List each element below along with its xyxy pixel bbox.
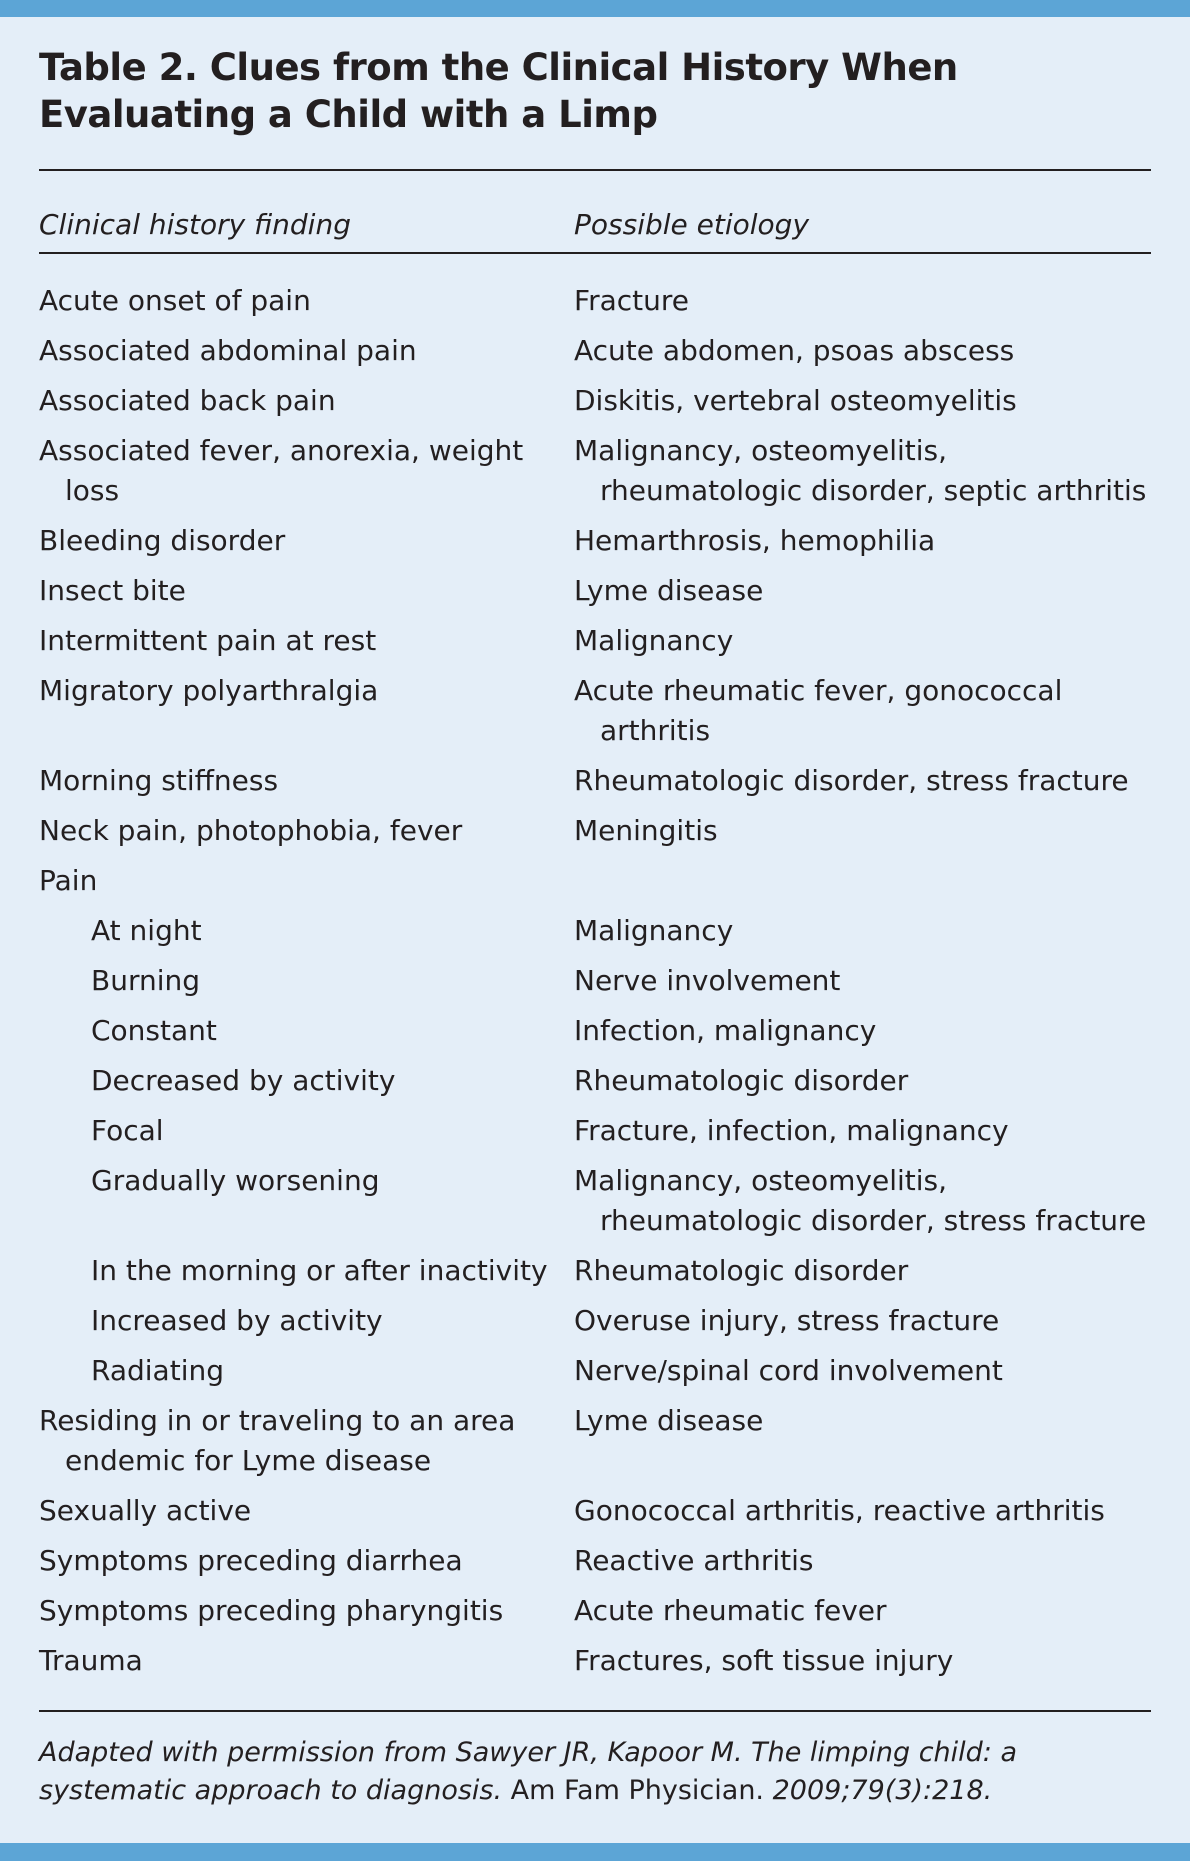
- etiology-cell: Hemarthrosis, hemophilia: [574, 524, 936, 557]
- finding-cell: Pain: [39, 864, 98, 897]
- table-row: [39, 1301, 1151, 1351]
- table-row: [39, 1111, 1151, 1161]
- etiology-cell: Rheumatologic disorder: [574, 1254, 909, 1287]
- finding-cell: Bleeding disorder: [39, 524, 286, 557]
- etiology-cell: Fracture, infection, malignancy: [574, 1114, 1009, 1147]
- footnote-journal: Am Fam Physician.: [510, 1775, 765, 1806]
- column-header-finding: Clinical history finding: [39, 208, 351, 241]
- etiology-cell: Fractures, soft tissue injury: [574, 1644, 954, 1677]
- table-row: [39, 1011, 1151, 1061]
- table-row: [39, 621, 1151, 671]
- etiology-cell: Overuse injury, stress fracture: [574, 1304, 1000, 1337]
- table-row: [39, 1491, 1151, 1541]
- etiology-cell: Acute rheumatic fever, gonococcal arthritis: [574, 674, 1063, 747]
- finding-cell: Associated fever, anorexia, weight loss: [39, 434, 524, 507]
- bottom-rule: [39, 1710, 1151, 1712]
- etiology-cell: Malignancy: [574, 624, 734, 657]
- etiology-cell: [574, 861, 1151, 901]
- finding-cell: Increased by activity: [91, 1304, 383, 1337]
- finding-cell: Burning: [91, 964, 201, 997]
- finding-cell: At night: [91, 914, 202, 947]
- table-row: [39, 1351, 1151, 1401]
- finding-cell: Gradually worsening: [91, 1164, 380, 1197]
- finding-cell: Sexually active: [39, 1494, 252, 1527]
- etiology-cell: Lyme disease: [574, 574, 764, 607]
- bottom-accent-bar: [0, 1843, 1190, 1861]
- etiology-cell: Reactive arthritis: [574, 1544, 814, 1577]
- table-row: [39, 1541, 1151, 1591]
- finding-cell: Constant: [91, 1014, 217, 1047]
- etiology-cell: Nerve/spinal cord involvement: [574, 1354, 1003, 1387]
- table-row: [39, 281, 1151, 331]
- finding-cell: Symptoms preceding pharyngitis: [39, 1594, 504, 1627]
- etiology-cell: Rheumatologic disorder, stress fracture: [574, 764, 1129, 797]
- finding-cell: Insect bite: [39, 574, 186, 607]
- etiology-cell: Nerve involvement: [574, 964, 841, 997]
- table-row: [39, 431, 1151, 521]
- etiology-cell: Meningitis: [574, 814, 718, 847]
- table-body: [39, 281, 1151, 1691]
- etiology-cell: Rheumatologic disorder: [574, 1064, 909, 1097]
- table-row: [39, 521, 1151, 571]
- table-row: [39, 761, 1151, 811]
- table-row: [39, 381, 1151, 431]
- etiology-cell: Infection, malignancy: [574, 1014, 877, 1047]
- table-row: [39, 1061, 1151, 1111]
- finding-cell: Associated abdominal pain: [39, 334, 417, 367]
- top-accent-bar: [0, 0, 1190, 17]
- etiology-cell: Malignancy, osteomyelitis, rheumatologic disorder, stress fracture: [574, 1164, 1147, 1237]
- table-row: [39, 911, 1151, 961]
- table-row: [39, 961, 1151, 1011]
- table-row: [39, 671, 1151, 761]
- title-rule: [39, 169, 1151, 171]
- finding-cell: Migratory polyarthralgia: [39, 674, 379, 707]
- table-title: Table 2. Clues from the Clinical History When Evaluating a Child with a Limp: [39, 46, 958, 136]
- table-row: [39, 811, 1151, 861]
- finding-cell: Symptoms preceding diarrhea: [39, 1544, 463, 1577]
- footnote-source: Adapted with permission from Sawyer JR, Kapoor M. The limping child: a systematic approach to diagnosis.: [39, 1737, 1018, 1806]
- finding-cell: Trauma: [39, 1644, 143, 1677]
- finding-cell: Residing in or traveling to an area endemic for Lyme disease: [39, 1404, 516, 1477]
- table-row: [39, 1251, 1151, 1301]
- table-row: [39, 1641, 1151, 1691]
- table-row: [39, 571, 1151, 621]
- column-header-etiology: Possible etiology: [574, 208, 810, 241]
- etiology-cell: Diskitis, vertebral osteomyelitis: [574, 384, 1017, 417]
- etiology-cell: Gonococcal arthritis, reactive arthritis: [574, 1494, 1105, 1527]
- finding-cell: In the morning or after inactivity: [91, 1254, 548, 1287]
- etiology-cell: Lyme disease: [574, 1404, 764, 1437]
- finding-cell: Focal: [91, 1114, 164, 1147]
- etiology-cell: Malignancy: [574, 914, 734, 947]
- source-footnote: [39, 1734, 1154, 1810]
- finding-cell: Decreased by activity: [91, 1064, 396, 1097]
- finding-cell: Acute onset of pain: [39, 284, 311, 317]
- header-rule: [39, 252, 1151, 254]
- finding-cell: Associated back pain: [39, 384, 336, 417]
- finding-cell: Neck pain, photophobia, fever: [39, 814, 463, 847]
- table-row: [39, 1161, 1151, 1251]
- etiology-cell: Acute rheumatic fever: [574, 1594, 887, 1627]
- table-row: [39, 1401, 1151, 1491]
- finding-cell: Morning stiffness: [39, 764, 279, 797]
- etiology-cell: Fracture: [574, 284, 689, 317]
- etiology-cell: Acute abdomen, psoas abscess: [574, 334, 1015, 367]
- finding-cell: Radiating: [91, 1354, 224, 1387]
- finding-cell: Intermittent pain at rest: [39, 624, 377, 657]
- etiology-cell: Malignancy, osteomyelitis, rheumatologic disorder, septic arthritis: [574, 434, 1147, 507]
- footnote-citation: 2009;79(3):218.: [772, 1775, 993, 1806]
- table-row: [39, 1591, 1151, 1641]
- table-row: [39, 331, 1151, 381]
- table-row: [39, 861, 1151, 911]
